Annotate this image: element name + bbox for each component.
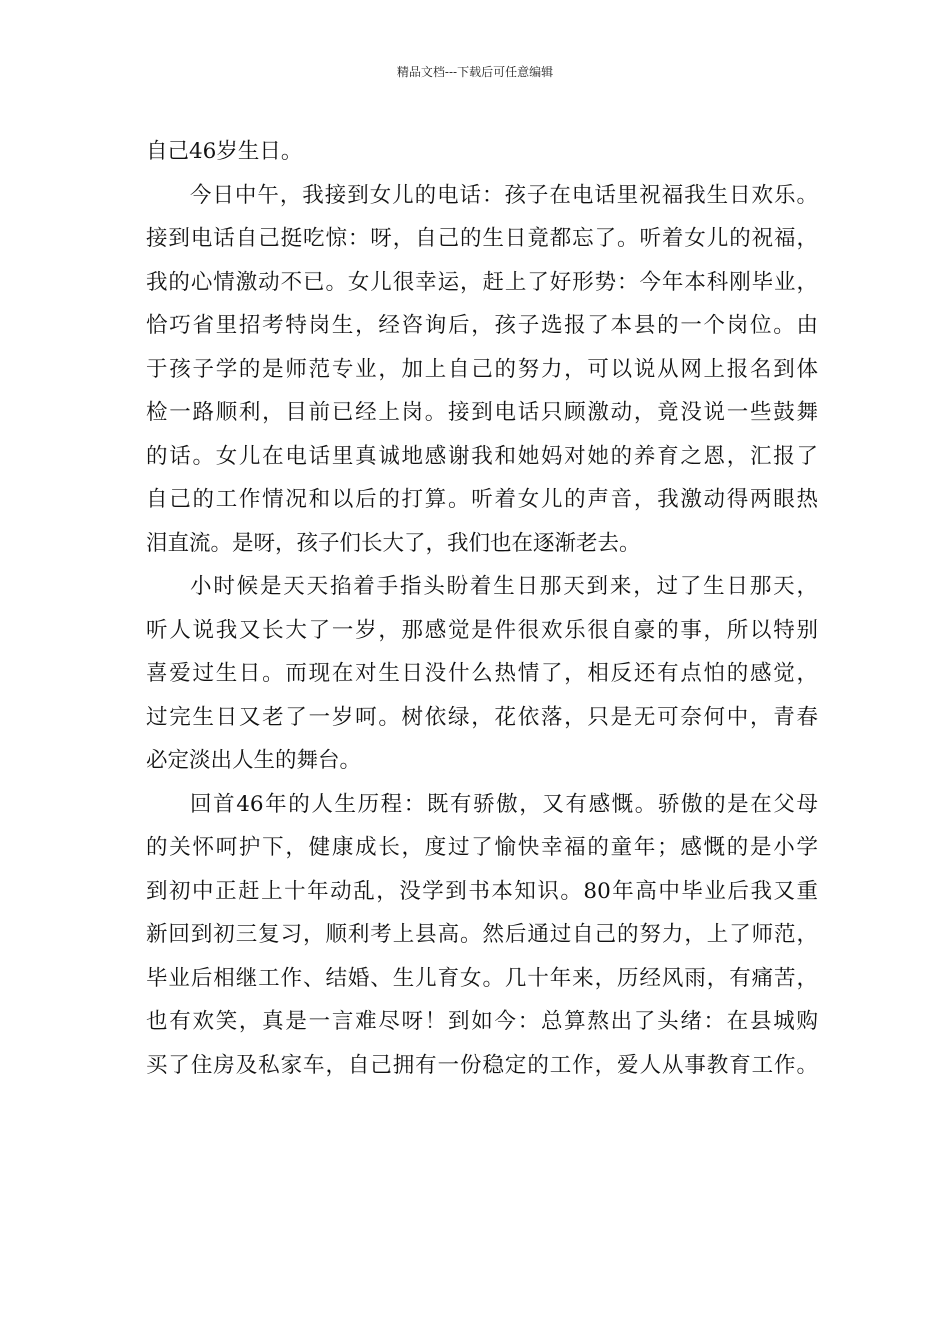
text-line: 自己46岁生日。 xyxy=(146,139,303,164)
text-line: 小时候是天天掐着手指头盼着生日那天到来，过了生日那天， xyxy=(190,574,818,599)
text-line: 回首46年的人生历程：既有骄傲，又有感慨。骄傲的是在父母 xyxy=(190,791,818,817)
text-line: 也有欢笑，真是一言难尽呀！到如今：总算熬出了头绪：在县城购 xyxy=(146,1009,818,1034)
text-line: 自己的工作情况和以后的打算。听着女儿的声音，我激动得两眼热 xyxy=(146,487,818,512)
text-line: 恰巧省里招考特岗生，经咨询后，孩子选报了本县的一个岗位。由 xyxy=(146,313,818,338)
text-line: 必定淡出人生的舞台。 xyxy=(146,748,362,773)
page-header: 精品文档---下载后可任意编辑 xyxy=(396,65,554,79)
text-line: 的关怀呵护下，健康成长，度过了愉快幸福的童年；感慨的是小学 xyxy=(146,835,818,860)
text-line: 于孩子学的是师范专业，加上自己的努力，可以说从网上报名到体 xyxy=(146,356,818,382)
text-line: 到初中正赶上十年动乱，没学到书本知识。80年高中毕业后我又重 xyxy=(146,878,818,904)
text-line: 毕业后相继工作、结婚、生儿育女。几十年来，历经风雨，有痛苦， xyxy=(146,965,818,991)
text-line: 泪直流。是呀，孩子们长大了，我们也在逐渐老去。 xyxy=(146,530,641,556)
text-line: 今日中午，我接到女儿的电话：孩子在电话里祝福我生日欢乐。 xyxy=(190,182,818,208)
body-text xyxy=(146,130,818,1087)
text-line: 新回到初三复习，顺利考上县高。然后通过自己的努力，上了师范， xyxy=(146,922,818,947)
text-line: 喜爱过生日。而现在对生日没什么热情了，相反还有点怕的感觉， xyxy=(146,661,818,686)
text-line: 我的心情激动不已。女儿很幸运，赶上了好形势：今年本科刚毕业， xyxy=(146,269,818,295)
text-line: 过完生日又老了一岁呵。树依绿，花依落，只是无可奈何中，青春 xyxy=(146,704,818,730)
text-line: 接到电话自己挺吃惊：呀，自己的生日竟都忘了。听着女儿的祝福， xyxy=(146,226,818,251)
text-line: 的话。女儿在电话里真诚地感谢我和她妈对她的养育之恩，汇报了 xyxy=(146,443,818,469)
text-line: 买了住房及私家车，自己拥有一份稳定的工作，爱人从事教育工作。 xyxy=(146,1052,818,1078)
text-line: 听人说我又长大了一岁，那感觉是件很欢乐很自豪的事，所以特别 xyxy=(146,617,818,643)
text-line: 检一路顺利，目前已经上岗。接到电话只顾激动，竟没说一些鼓舞 xyxy=(146,400,818,425)
